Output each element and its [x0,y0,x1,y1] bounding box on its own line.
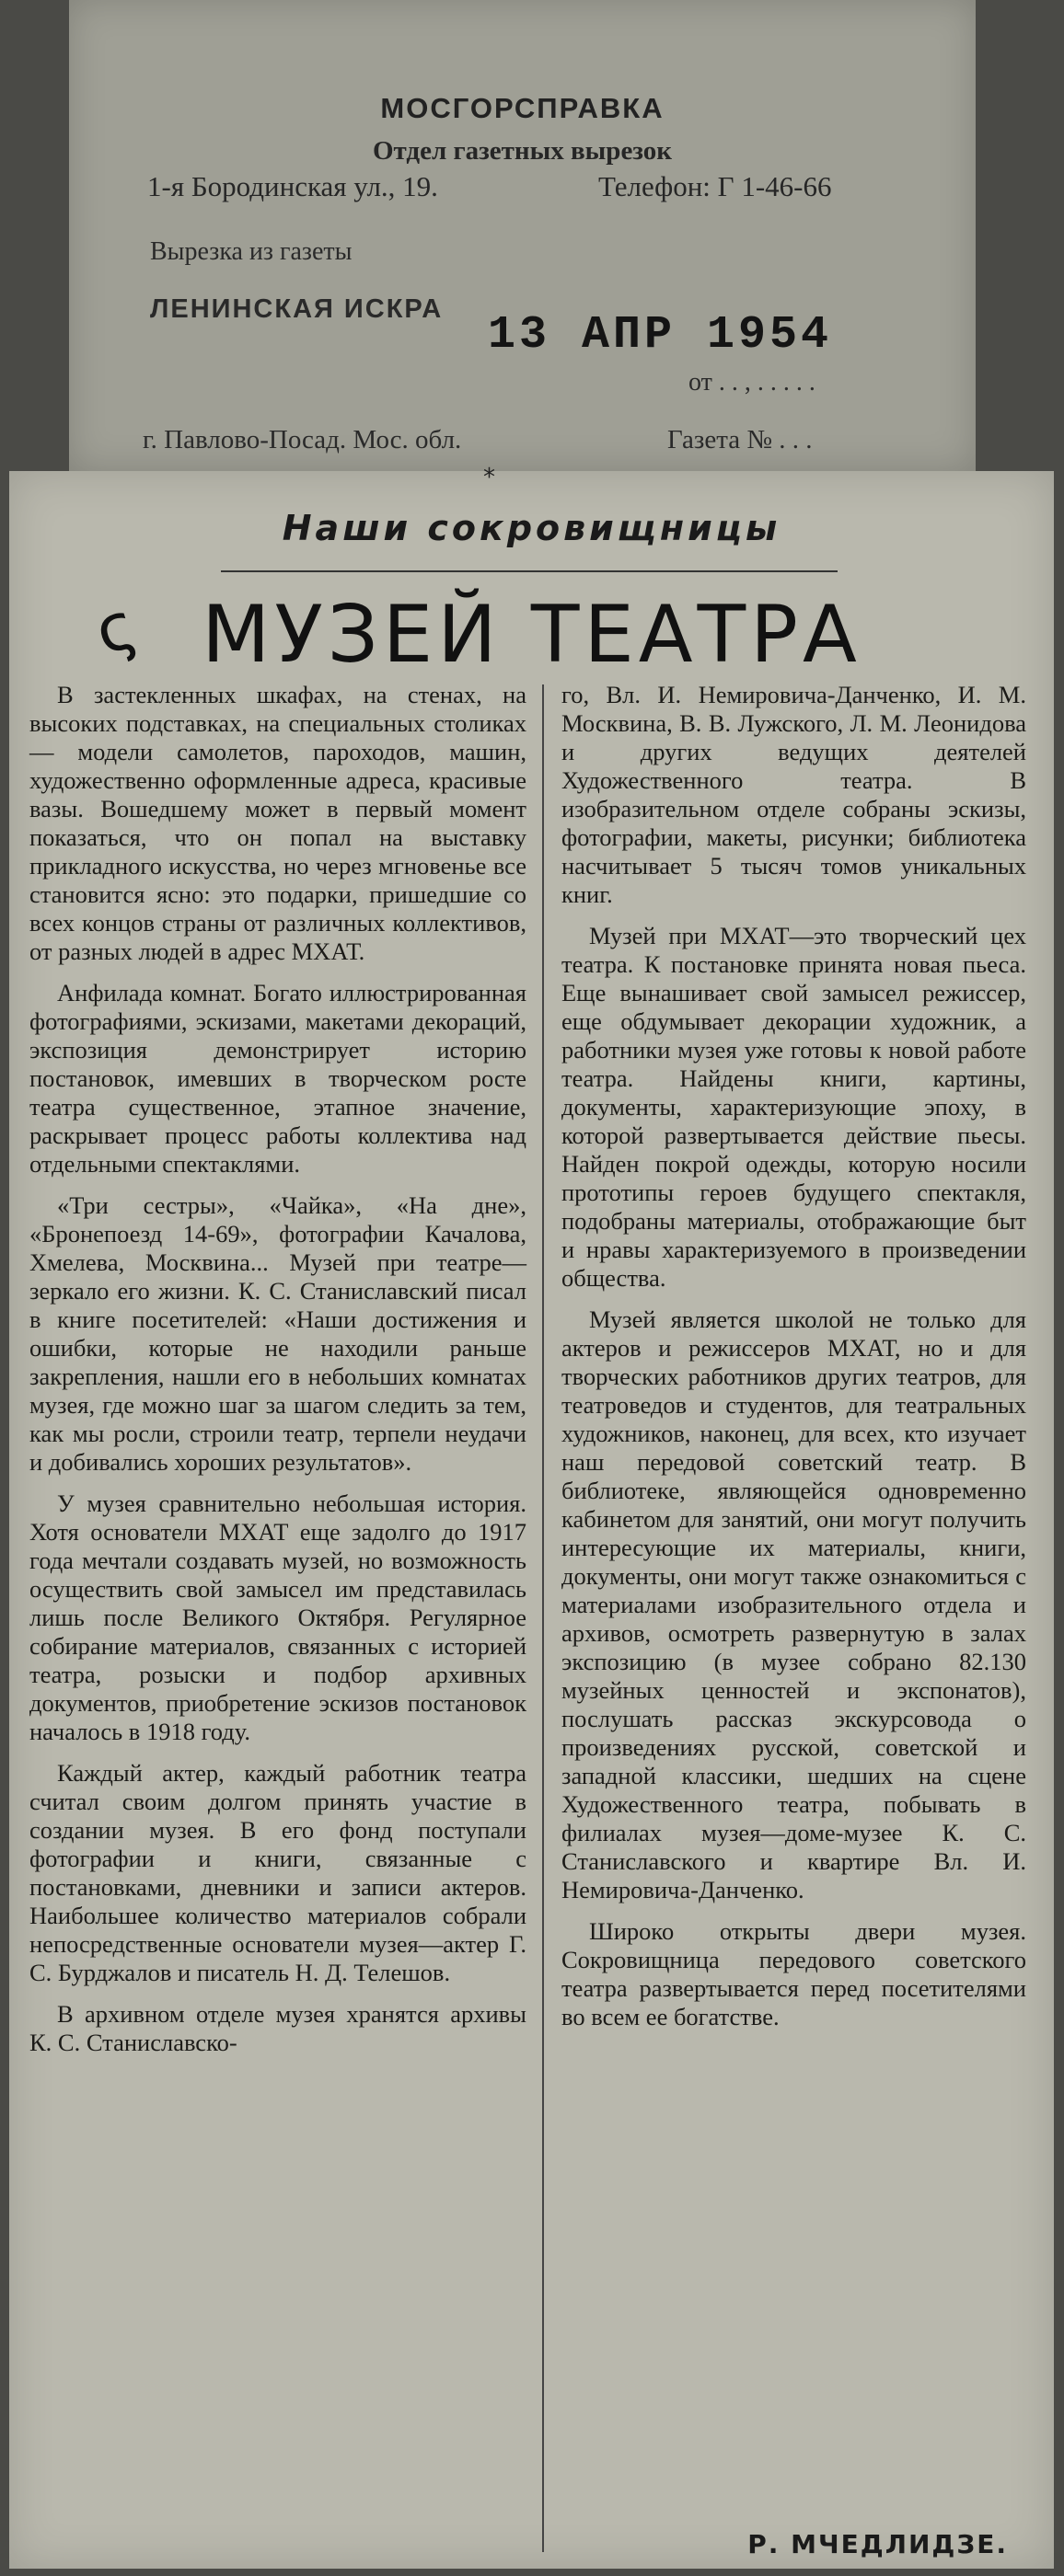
newspaper-clipping [9,464,1054,2569]
clipping-label: Вырезка из газеты [150,237,353,266]
paragraph: Широко открыты двери музея. Сокровищница передового советского театра развертывается перед посетителями во всем ее богатстве. [561,1917,1026,2030]
left-column [29,681,526,2070]
rubric-divider [221,570,838,572]
date-stamp: 13 АПР 1954 [488,309,833,362]
paragraph: го, Вл. И. Немировича-Данченко, И. М. Москвина, В. В. Лужского, Л. М. Леонидова и других ведущих деятелей Художественного театра. В изобразительном отделе собраны эскизы, фотографии, макеты, рисунки; библиотека насчитывает 5 тысяч томов уникальных книг. [561,681,1026,908]
clipping-service-label [69,0,976,471]
paragraph: «Три сестры», «Чайка», «На дне», «Бронепоезд 14-69», фотографии Качалова, Хмелева, Москвина... Музей при театре—зеркало его жизни. К. С. Станиславский писал в книге посетителей: «Наши достижения и ошибки, которые не находили раньше закрепления, нашли его в небольших комнатах музея, где можно шаг за шагом следить за тем, как мы росли, строили театр, терпели неудачи и добивались хороших результатов». [29,1191,526,1476]
from-label: от . . , . . . . . [688,368,815,397]
city-label: г. Павлово-Посад. Мос. обл. [143,425,462,454]
handwritten-mark: ς [86,586,145,671]
paragraph: Каждый актер, каждый работник театра считал своим долгом принять участие в создании музея. В его фонд поступали фотографии и книги, связанные с постановками, дневники и записи актеров. Наибольшее количество материалов собрали непосредственные основатели музея—актер Г. С. Бурджалов и писатель Н. Д. Телешов. [29,1759,526,1986]
department-name: Отдел газетных вырезок [372,136,673,166]
address: 1-я Бородинская ул., 19. [147,170,438,202]
paragraph: Музей является школой не только для актеров и режиссеров МХАТ, но и для творческих работников других театров, для театроведов и студентов, для театральных художников, наконец, для всех, кто изучает наш передовой советский театр. В библиотеке, являющейся одновременно кабинетом для занятий, они могут получить интересующие их материалы, книги, документы, они могут также ознакомиться с материалами изобразительного отдела и архивов, осмотреть развернутую в залах экспозицию (в музее собрано 82.130 музейных ценностей и экспонатов), послушать рассказ экскурсовода о произведениях русской, советской и западной классики, шедших на сцене Художественного театра, побывать в филиалах музея—доме-музее К. С. Станиславского и квартире Вл. И. Немировича-Данченко. [561,1305,1026,1903]
author-signature: Р. МЧЕДЛИДЗЕ. [747,2529,1008,2559]
column-divider [542,684,544,2552]
phone: Телефон: Г 1-46-66 [598,170,832,202]
article-headline: МУЗЕЙ ТЕАТРА [202,589,862,681]
paragraph: Анфилада комнат. Богато иллюстрированная фотографиями, эскизами, макетами декораций, экспозиция демонстрирует историю постановок, имевших в творческом росте театра существенное, этапное значение, раскрывает процесс работы коллектива над отдельными спектаклями. [29,979,526,1178]
right-column [561,681,1026,2044]
paragraph: У музея сравнительно небольшая история. Хотя основатели МХАТ еще задолго до 1917 года мечтали создавать музей, но возможность осуществить свой замысел им представилась лишь после Великого Октября. Регулярное собирание материалов, связанных с историей театра, розыски и подбор архивных документов, приобретение эскизов постановок началось в 1918 году. [29,1489,526,1745]
paragraph: В архивном отделе музея хранятся архивы К. С. Станиславско- [29,2000,526,2056]
paragraph: Музей при МХАТ—это творческий цех театра. К постановке принята новая пьеса. Еще вынашивает свой замысел режиссер, еще обдумывает декорации художник, а работники музея уже готовы к новой работе театра. Найдены книги, картины, документы, характеризующие эпоху, в которой развертывается действие пьесы. Найден покрой одежды, которую носили прототипы героев будущего спектакля, подобраны материалы, отображающие быт и нравы характеризуемого в произведении общества. [561,922,1026,1292]
newspaper-name: ЛЕНИНСКАЯ ИСКРА [150,294,444,324]
paragraph: В застекленных шкафах, на стенах, на высоких подставках, на специальных столиках — модели самолетов, пароходов, машин, художественно оформленные адреса, красивые вазы. Вошедшему может в первый момент показаться, что он попал на выставку прикладного искусства, но через мгновенье все становится ясно: это подарки, пришедшие со всех концов страны от различных коллективов, от разных людей в адрес МХАТ. [29,681,526,965]
star-ornament: * [483,464,495,491]
rubric-title: Наши сокровищницы [282,508,781,548]
organization-name: МОСГОРСПРАВКА [380,92,665,124]
issue-number-label: Газета № . . . [667,425,813,454]
